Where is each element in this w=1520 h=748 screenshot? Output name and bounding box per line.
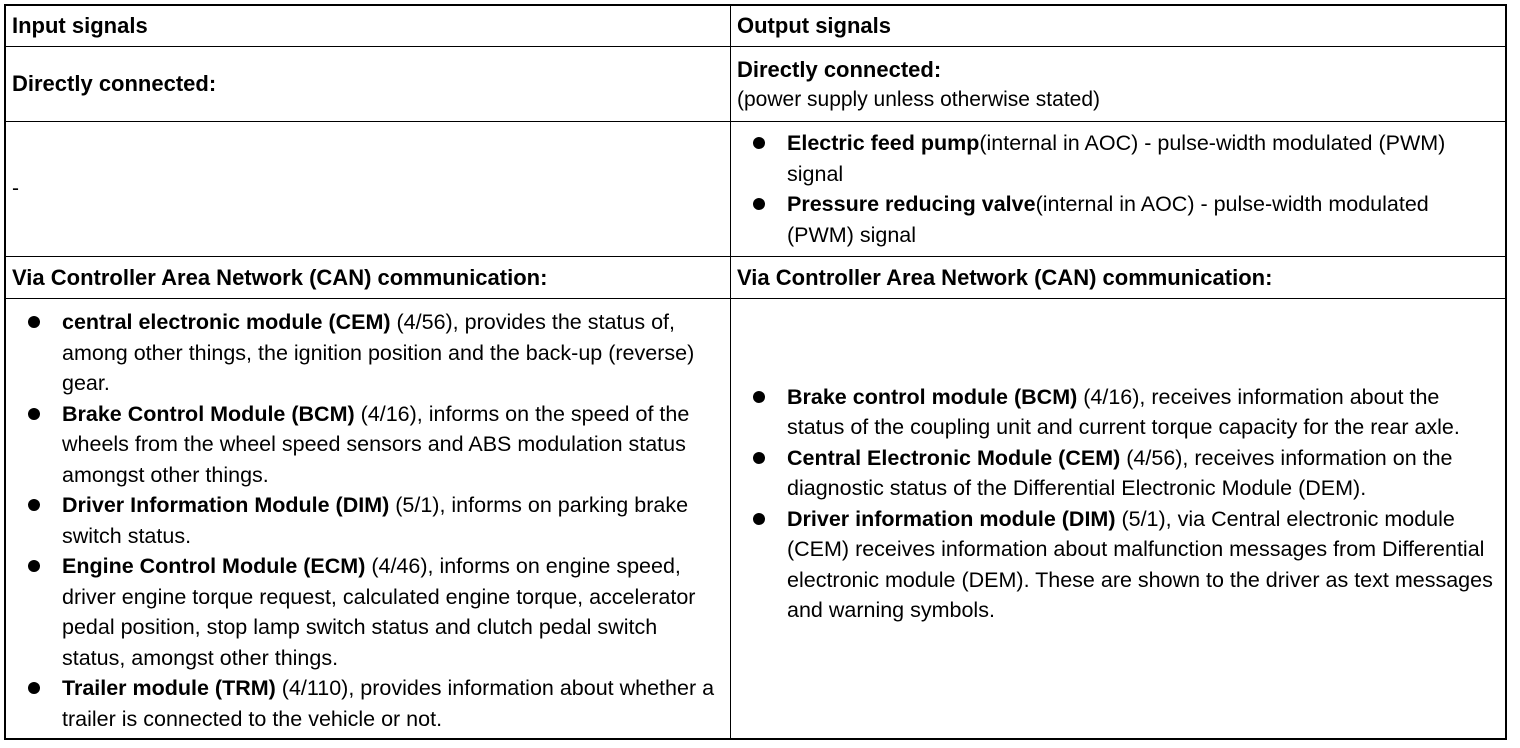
input-can-list [6, 299, 730, 734]
signals-table [4, 4, 1507, 740]
output-signals-heading: Output signals [737, 13, 891, 38]
bullet-icon [28, 560, 40, 572]
item-text: (4/56), provides the status of, among other things, the ignition position and the back-up (reverse) gear. [62, 310, 695, 395]
input-direct-value: - [12, 177, 19, 200]
bullet-icon [753, 137, 765, 149]
header-row [6, 6, 1505, 47]
output-can-label-cell [731, 257, 1505, 298]
item-text: (5/1), informs on parking brake switch status. [62, 493, 689, 548]
list-item [6, 399, 730, 491]
output-can-values-cell [731, 299, 1505, 738]
list-item [731, 504, 1505, 626]
bullet-icon [753, 452, 765, 464]
input-direct-label: Directly connected: [12, 71, 217, 96]
output-direct-label: Directly connected: [737, 57, 942, 82]
output-direct-note: (power supply unless otherwise stated) [737, 88, 1101, 111]
item-text: (4/16), receives information about the status of the coupling unit and current torque capacity for the rear axle. [787, 384, 1460, 439]
output-direct-list [731, 128, 1505, 250]
input-signals-heading: Input signals [12, 13, 148, 38]
item-text: (4/56), receives information on the diagnostic status of the Differential Electronic Module (DEM). [787, 445, 1453, 500]
item-text: (4/16), informs on the speed of the wheels from the wheel speed sensors and ABS modulation status amongst other things. [62, 401, 690, 487]
item-title: Driver Information Module (DIM) [62, 493, 390, 517]
list-item [731, 189, 1505, 250]
bullet-icon [28, 499, 40, 511]
output-header-cell [731, 6, 1505, 46]
item-title: Driver information module (DIM) [787, 506, 1116, 531]
item-title: Pressure reducing valve [787, 192, 1036, 216]
input-can-values-cell [6, 299, 731, 738]
list-item [731, 382, 1505, 443]
list-item [731, 128, 1505, 189]
list-item [6, 490, 730, 551]
input-can-label-cell [6, 257, 731, 298]
item-title: Central Electronic Module (CEM) [787, 445, 1121, 470]
item-text: (4/110), provides information about whether a trailer is connected to the vehicle or not. [62, 676, 715, 731]
item-title: Trailer module (TRM) [62, 676, 276, 700]
input-direct-values-cell [6, 122, 731, 256]
list-item [6, 673, 730, 734]
input-can-label: Via Controller Area Network (CAN) communication: [12, 264, 548, 290]
bullet-icon [753, 391, 765, 403]
bullet-icon [753, 513, 765, 525]
can-values-row [6, 299, 1505, 738]
item-title: Brake Control Module (BCM) [62, 401, 355, 426]
list-item [6, 307, 730, 399]
output-can-label: Via Controller Area Network (CAN) communication: [737, 264, 1273, 290]
item-text: (4/46), informs on engine speed, driver engine torque request, calculated engine torque, accelerator pedal position, stop lamp switch status and clutch pedal switch status, amongst other things. [62, 554, 696, 670]
item-title: central electronic module (CEM) [62, 310, 391, 334]
direct-label-row [6, 47, 1505, 122]
item-title: Electric feed pump [787, 131, 980, 155]
bullet-icon [28, 682, 40, 694]
item-title: Brake control module (BCM) [787, 384, 1078, 409]
input-header-cell [6, 6, 731, 46]
bullet-icon [28, 408, 40, 420]
list-item [731, 443, 1505, 504]
item-text: (internal in AOC) - pulse-width modulated (PWM) signal [787, 192, 1429, 247]
list-item [6, 551, 730, 673]
output-direct-label-cell [731, 47, 1505, 121]
direct-values-row [6, 122, 1505, 257]
item-text: (internal in AOC) - pulse-width modulated (PWM) signal [787, 131, 1446, 186]
output-can-list [731, 382, 1505, 626]
output-direct-values-cell [731, 122, 1505, 256]
can-label-row [6, 257, 1505, 299]
bullet-icon [753, 198, 765, 210]
item-title: Engine Control Module (ECM) [62, 554, 366, 578]
bullet-icon [28, 316, 40, 328]
input-direct-label-cell [6, 47, 731, 121]
item-text: (5/1), via Central electronic module (CEM) receives information about malfunction messages from Differential electronic module (DEM). These are shown to the driver as text messages and warning symbols. [787, 506, 1493, 622]
